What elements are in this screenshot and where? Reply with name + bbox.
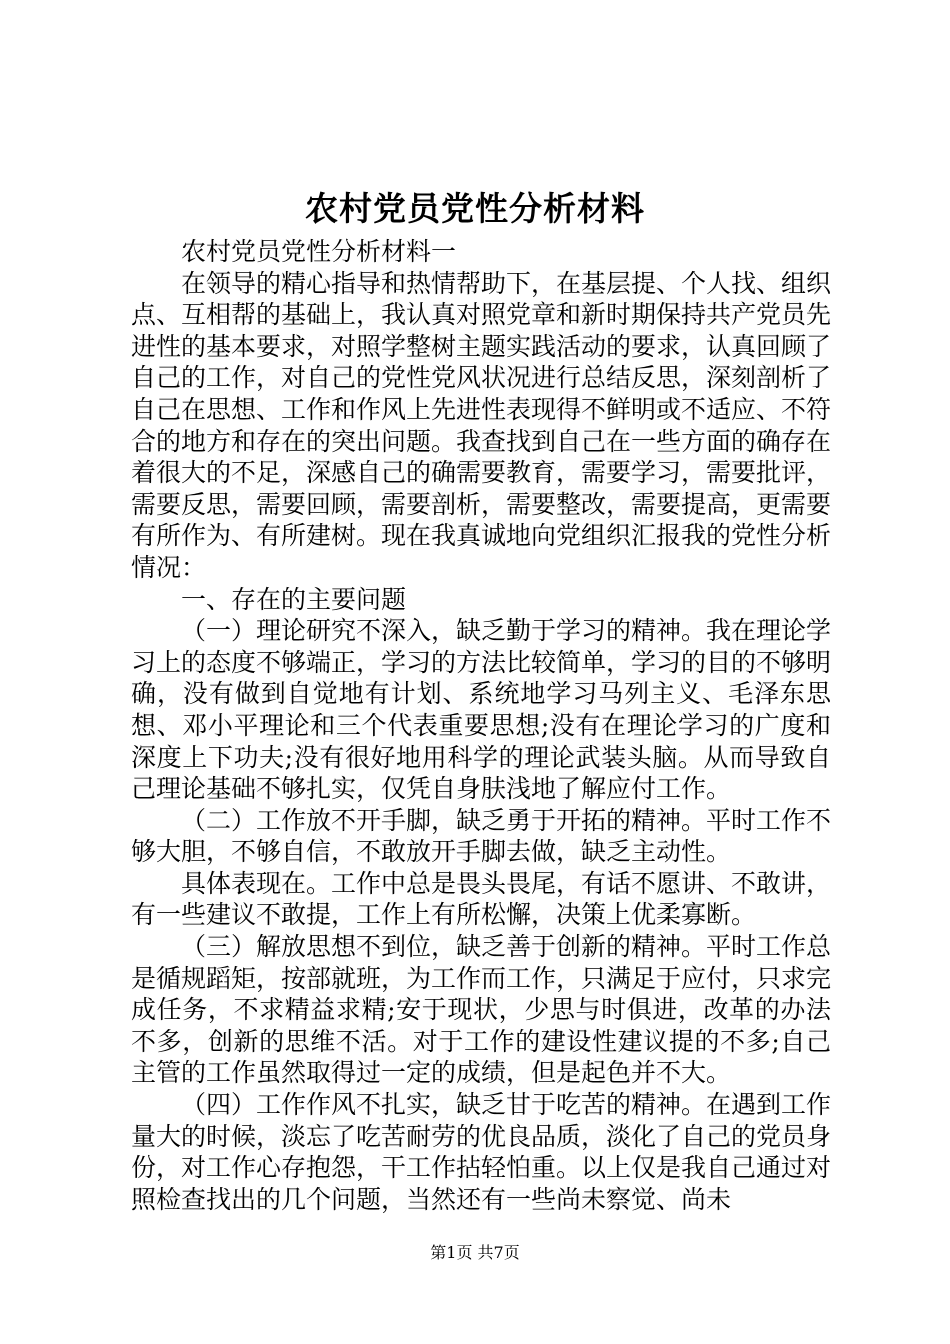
section-heading-one: 农村党员党性分析材料一 (181, 237, 457, 266)
intro-paragraph: 在领导的精心指导和热情帮助下，在基层提、个人找、组织点、互相帮的基础上，我认真对照党章和新时期保持共产党员先进性的基本要求，对照学整树主题实践活动的要求，认真回顾了自己的工作，对自己的党性党风状况进行总结反思，深刻剖析了自己在思想、工作和作风上先进性表现得不鲜明或不适应、不符合的地方和存在的突出问题。我查找到自己在一些方面的确存在着很大的不足，深感自己的确需要教育，需要学习，需要批评，需要反思，需要回顾，需要剖析，需要整改，需要提高，更需要有所作为、有所建树。现在我真诚地向党组织汇报我的党性分析情况： (131, 268, 832, 582)
problem-paragraph-3: （三）解放思想不到位，缺乏善于创新的精神。平时工作总是循规蹈矩，按部就班，为工作而工作，只满足于应付，只求完成任务，不求精益求精;安于现状，少思与时俱进，改革的办法不多，创新的思维不活。对于工作的建设性建议提的不多;自己主管的工作虽然取得过一定的成绩，但是起色并不大。 (131, 932, 832, 1088)
document-title: 农村党员党性分析材料 (305, 189, 645, 228)
problem-paragraph-2: （二）工作放不开手脚，缺乏勇于开拓的精神。平时工作不够大胆，不够自信，不敢放开手脚去做，缺乏主动性。 (131, 805, 832, 867)
problem-paragraph-4: （四）工作作风不扎实，缺乏甘于吃苦的精神。在遇到工作量大的时候，淡忘了吃苦耐劳的优良品质，淡化了自己的党员身份，对工作心存抱怨，干工作拈轻怕重。以上仅是我自己通过对照检查找出的几个问题，当然还有一些尚未察觉、尚未 (131, 1090, 832, 1214)
page-footer: 第1页 共7页 (430, 1243, 520, 1262)
detail-paragraph: 具体表现在。工作中总是畏头畏尾，有话不愿讲、不敢讲，有一些建议不敢提，工作上有所松懈，决策上优柔寡断。 (131, 868, 832, 930)
subheading-main-problems: 一、存在的主要问题 (181, 584, 407, 614)
document-body (131, 236, 831, 1215)
problem-paragraph-1: （一）理论研究不深入，缺乏勤于学习的精神。我在理论学习上的态度不够端正，学习的方法比较简单，学习的目的不够明确，没有做到自觉地有计划、系统地学习马列主义、毛泽东思想、邓小平理论和三个代表重要思想;没有在理论学习的广度和深度上下功夫;没有很好地用科学的理论武装头脑。从而导致自己理论基础不够扎实，仅凭自身肤浅地了解应付工作。 (131, 616, 832, 804)
